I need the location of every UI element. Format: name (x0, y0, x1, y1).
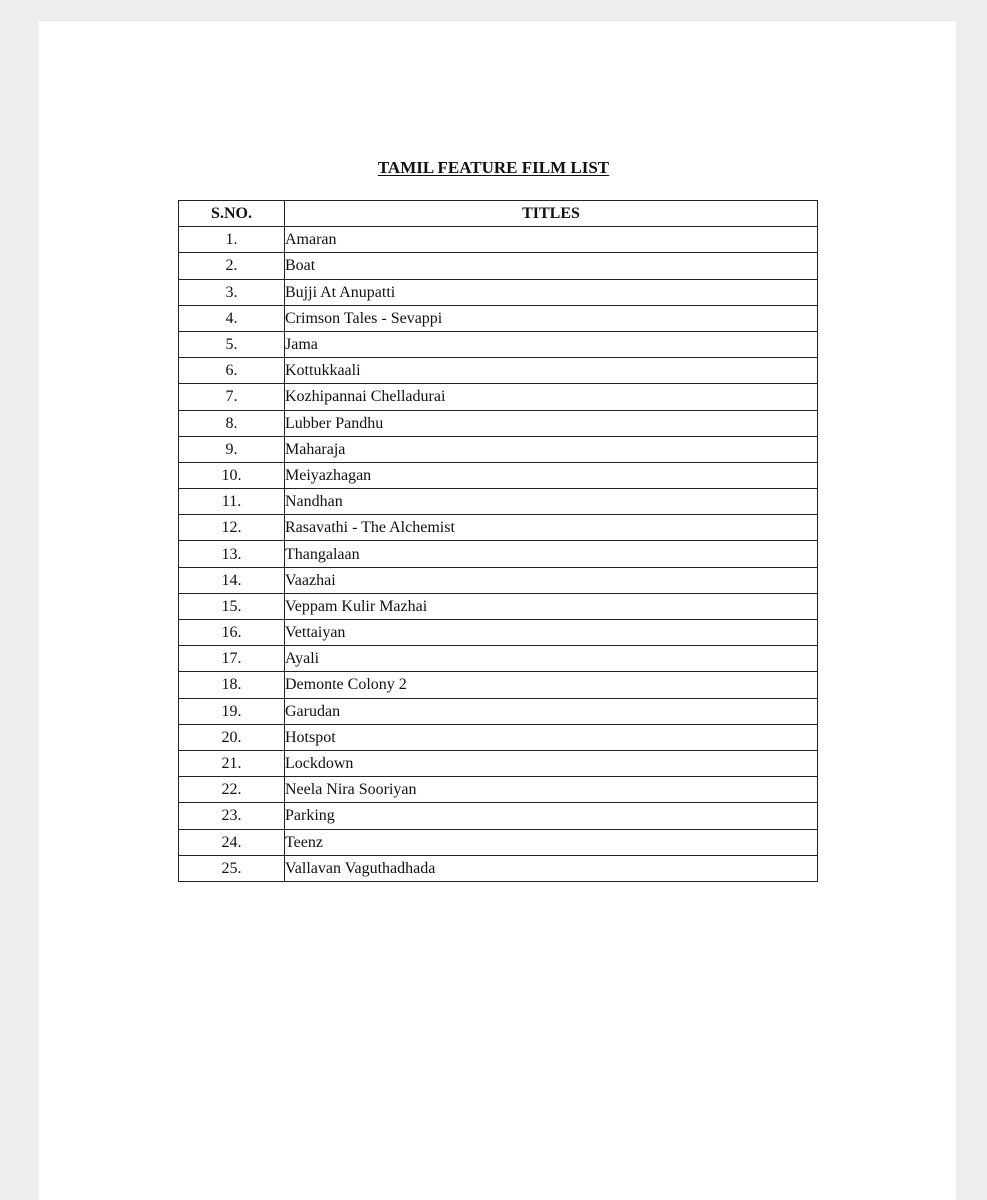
table-row (179, 777, 818, 803)
row-sno: 7. (179, 384, 285, 410)
table-row (179, 253, 818, 279)
row-title: Maharaja (285, 436, 818, 462)
table-row (179, 672, 818, 698)
table-row (179, 541, 818, 567)
table-row (179, 829, 818, 855)
table-row (179, 567, 818, 593)
row-sno: 23. (179, 803, 285, 829)
row-title: Kottukkaali (285, 358, 818, 384)
row-sno: 22. (179, 777, 285, 803)
table-row (179, 358, 818, 384)
table-row (179, 331, 818, 357)
row-title: Lockdown (285, 750, 818, 776)
row-sno: 13. (179, 541, 285, 567)
table-row (179, 489, 818, 515)
film-table (178, 200, 818, 882)
header-titles: TITLES (285, 201, 818, 227)
row-title: Thangalaan (285, 541, 818, 567)
row-title: Nandhan (285, 489, 818, 515)
row-title: Jama (285, 331, 818, 357)
row-title: Kozhipannai Chelladurai (285, 384, 818, 410)
table-row (179, 384, 818, 410)
table-row (179, 462, 818, 488)
table-row (179, 227, 818, 253)
row-sno: 17. (179, 646, 285, 672)
table-row (179, 803, 818, 829)
row-sno: 9. (179, 436, 285, 462)
row-sno: 20. (179, 724, 285, 750)
row-sno: 11. (179, 489, 285, 515)
row-title: Rasavathi - The Alchemist (285, 515, 818, 541)
table-row (179, 855, 818, 881)
table-row (179, 646, 818, 672)
row-title: Bujji At Anupatti (285, 279, 818, 305)
row-title: Boat (285, 253, 818, 279)
row-title: Lubber Pandhu (285, 410, 818, 436)
table-row (179, 620, 818, 646)
row-sno: 6. (179, 358, 285, 384)
row-sno: 14. (179, 567, 285, 593)
table-row (179, 436, 818, 462)
row-sno: 25. (179, 855, 285, 881)
row-sno: 10. (179, 462, 285, 488)
row-title: Garudan (285, 698, 818, 724)
row-title: Teenz (285, 829, 818, 855)
table-row (179, 698, 818, 724)
row-sno: 4. (179, 305, 285, 331)
table-row (179, 593, 818, 619)
table-row (179, 305, 818, 331)
row-title: Neela Nira Sooriyan (285, 777, 818, 803)
document-title: TAMIL FEATURE FILM LIST (377, 158, 610, 177)
row-title: Crimson Tales - Sevappi (285, 305, 818, 331)
table-row (179, 279, 818, 305)
row-sno: 24. (179, 829, 285, 855)
film-rows (179, 227, 818, 882)
row-sno: 21. (179, 750, 285, 776)
row-title: Hotspot (285, 724, 818, 750)
row-sno: 19. (179, 698, 285, 724)
row-title: Parking (285, 803, 818, 829)
title-wrap (0, 158, 987, 178)
row-sno: 18. (179, 672, 285, 698)
row-sno: 12. (179, 515, 285, 541)
header-sno: S.NO. (179, 201, 285, 227)
row-sno: 5. (179, 331, 285, 357)
row-sno: 3. (179, 279, 285, 305)
row-title: Meiyazhagan (285, 462, 818, 488)
table-row (179, 410, 818, 436)
row-sno: 16. (179, 620, 285, 646)
row-title: Amaran (285, 227, 818, 253)
table-row (179, 515, 818, 541)
table-row (179, 724, 818, 750)
row-sno: 8. (179, 410, 285, 436)
row-title: Demonte Colony 2 (285, 672, 818, 698)
row-title: Vettaiyan (285, 620, 818, 646)
row-sno: 15. (179, 593, 285, 619)
row-title: Vaazhai (285, 567, 818, 593)
row-title: Veppam Kulir Mazhai (285, 593, 818, 619)
row-sno: 1. (179, 227, 285, 253)
row-sno: 2. (179, 253, 285, 279)
table-row (179, 750, 818, 776)
row-title: Ayali (285, 646, 818, 672)
table-header-row (179, 201, 818, 227)
row-title: Vallavan Vaguthadhada (285, 855, 818, 881)
